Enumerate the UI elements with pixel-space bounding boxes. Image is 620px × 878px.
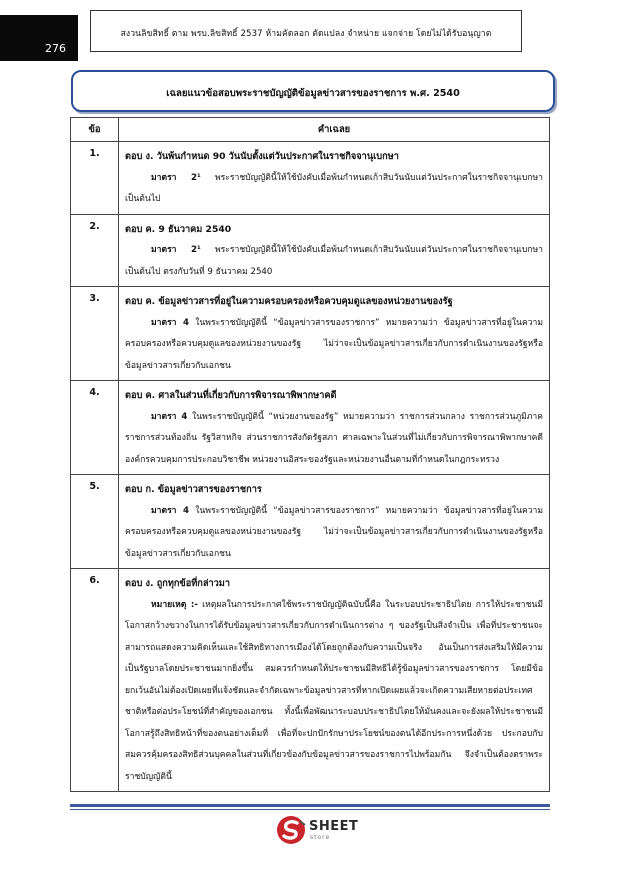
explanation — [125, 168, 543, 211]
page-number: 276 — [45, 42, 66, 55]
table-row — [71, 214, 550, 287]
column-header-answer: คำเฉลย — [119, 118, 550, 142]
answer-table — [70, 117, 550, 792]
section-ref: หมายเหตุ :- — [151, 599, 198, 610]
column-header-no: ข้อ — [71, 118, 119, 142]
section-ref: มาตรา 4 — [151, 317, 189, 328]
explanation — [125, 240, 543, 283]
question-number: 4. — [71, 381, 119, 475]
page-number-tab — [0, 15, 78, 61]
answer-choice: ตอบ ค. ศาลในส่วนที่เกี่ยวกับการพิจารณาพิพากษาคดี — [125, 390, 337, 401]
answer-cell — [119, 214, 550, 287]
title-box — [71, 70, 555, 112]
explanation-text: ในพระราชบัญญัตินี้ “หน่วยงานของรัฐ” หมายความว่า ราชการส่วนกลาง ราชการส่วนภูมิภาค ราชการส่วนท้องถิ่น รัฐวิสาหกิจ ส่วนราชการสังกัดรัฐสภา ศาลเฉพาะในส่วนที่ไม่เกี่ยวกับการพิจารณาพิพากษาคดีองค์กรควบคุมการประกอบวิชาชีพ หน่วยงานอิสระของรัฐและหน่วยงานอื่นตามที่กำหนดในกฎกระทรวง — [125, 411, 544, 465]
table-row — [71, 381, 550, 475]
table-row — [71, 287, 550, 381]
explanation-text: พระราชบัญญัตินี้ให้ใช้บังคับเมื่อพ้นกำหนดเก้าสิบวันนับแต่วันประกาศในราชกิจจานุเบกษาเป็นต้นไป — [125, 172, 543, 204]
answer-choice: ตอบ ง. วันพ้นกำหนด 90 วันนับตั้งแต่วันประกาศในราชกิจจานุเบกษา — [125, 151, 399, 162]
answer-choice: ตอบ ง. ถูกทุกข้อที่กล่าวมา — [125, 578, 231, 589]
answer-cell — [119, 142, 550, 215]
answer-cell — [119, 381, 550, 475]
logo-subtext: store — [310, 834, 331, 841]
explanation — [125, 501, 543, 566]
footer-divider — [70, 804, 550, 807]
table-row — [71, 142, 550, 215]
section-ref: มาตรา 2¹ — [151, 172, 201, 183]
question-number: 3. — [71, 287, 119, 381]
explanation-text: ในพระราชบัญญัตินี้ “ข้อมูลข่าวสารของราชการ” หมายความว่า ข้อมูลข่าวสารที่อยู่ในความครอบครองหรือควบคุมดูแลของหน่วยงานของรัฐ ไม่ว่าจะเป็นข้อมูลข่าวสารเกี่ยวกับการดำเนินงานของรัฐหรือข้อมูลข่าวสารเกี่ยวกับเอกชน — [125, 505, 544, 559]
explanation — [125, 313, 543, 378]
table-row — [71, 475, 550, 569]
section-ref: มาตรา 2¹ — [151, 245, 201, 255]
explanation-text: พระราชบัญญัตินี้ให้ใช้บังคับเมื่อพ้นกำหนดเก้าสิบวันนับแต่วันประกาศในราชกิจจานุเบกษาเป็นต้นไป ตรงกับวันที่ 9 ธันวาคม 2540 — [125, 245, 543, 277]
copyright-header — [90, 10, 522, 52]
answer-choice: ตอบ ก. ข้อมูลข่าวสารของราชการ — [125, 484, 262, 495]
question-number: 2. — [71, 214, 119, 287]
section-ref: มาตรา 4 — [151, 411, 188, 422]
answer-cell — [119, 287, 550, 381]
explanation-text: เหตุผลในการประกาศใช้พระราชบัญญัติฉบับนี้คือ ในระบอบประชาธิปไตย การให้ประชาชนมีโอกาสกว้างขวางในการได้รับข้อมูลข่าวสารเกี่ยวกับการดำเนินการต่าง ๆ ของรัฐเป็นสิ่งจำเป็น เพื่อที่ประชาชนจะสามารถแสดงความคิดเห็นและใช้สิทธิทางการเมืองได้โดยถูกต้องกับความเป็นจริง อันเป็นการส่งเสริมให้มีความเป็นรัฐบาลโดยประชาชนมากยิ่งขึ้น สมควรกำหนดให้ประชาชนมีสิทธิได้รู้ข้อมูลข่าวสารของราชการ โดยมีข้อยกเว้นอันไม่ต้องเปิดเผยที่แจ้งชัดและจำกัดเฉพาะข้อมูลข่าวสารที่หากเปิดเผยแล้วจะเกิดความเสียหายต่อประเทศชาติหรือต่อประโยชน์ที่สำคัญของเอกชน ทั้งนี้เพื่อพัฒนาระบอบประชาธิปไตยให้มั่นคงและจะยังผลให้ประชาชนมีโอกาสรู้ถึงสิทธิหน้าที่ของตนอย่างเต็มที่ เพื่อที่จะปกปักรักษาประโยชน์ของตนได้อีกประการหนึ่งด้วย ประกอบกับสมควรคุ้มครองสิทธิส่วนบุคคลในส่วนที่เกี่ยวข้องกับข้อมูลข่าวสารของราชการไปพร้อมกัน จึงจำเป็นต้องตราพระราชบัญญัตินี้ — [125, 599, 544, 782]
logo-wordmark: SHEET — [309, 819, 359, 834]
table-row — [71, 569, 550, 792]
footer-divider-thin — [70, 809, 550, 810]
section-ref: มาตรา 4 — [151, 505, 189, 516]
table-header-row — [71, 118, 550, 142]
answer-cell — [119, 569, 550, 792]
question-number: 6. — [71, 569, 119, 792]
sheet-store-logo — [276, 815, 359, 847]
answer-choice: ตอบ ค. 9 ธันวาคม 2540 — [125, 223, 232, 235]
copyright-text: สงวนลิขสิทธิ์ ตาม พรบ.ลิขสิทธิ์ 2537 ห้ามคัดลอก ตัดแปลง จำหน่าย แจกจ่าย โดยไม่ได้รับอนุญาต — [120, 29, 492, 39]
explanation-text: ในพระราชบัญญัตินี้ “ข้อมูลข่าวสารของราชการ” หมายความว่า ข้อมูลข่าวสารที่อยู่ในความครอบครองหรือควบคุมดูแลของหน่วยงานของรัฐ ไม่ว่าจะเป็นข้อมูลข่าวสารเกี่ยวกับการดำเนินงานของรัฐหรือข้อมูลข่าวสารเกี่ยวกับเอกชน — [125, 317, 544, 371]
question-number: 1. — [71, 142, 119, 215]
sheet-store-logo-icon — [276, 815, 306, 845]
answer-choice: ตอบ ค. ข้อมูลข่าวสารที่อยู่ในความครอบครองหรือควบคุมดูแลของหน่วยงานของรัฐ — [125, 296, 453, 307]
question-number: 5. — [71, 475, 119, 569]
explanation — [125, 407, 543, 472]
answer-cell — [119, 475, 550, 569]
explanation — [125, 595, 543, 789]
page-title: เฉลยแนวข้อสอบพระราชบัญญัติข้อมูลข่าวสารของราชการ พ.ศ. 2540 — [166, 88, 460, 99]
